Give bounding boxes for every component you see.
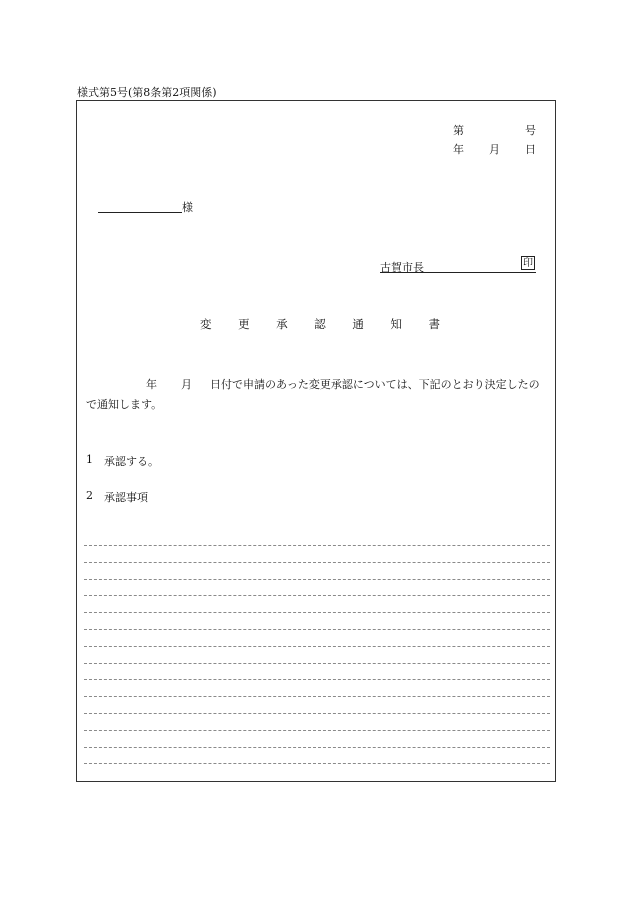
date-day: 日	[525, 143, 536, 156]
body-month: 月	[181, 378, 192, 391]
issuer-name: 古賀市長	[380, 261, 424, 274]
seal-mark: 印	[523, 258, 533, 269]
writing-line	[84, 629, 550, 630]
item-text-1: 承認する。	[104, 455, 159, 468]
title-char: 通	[352, 317, 364, 331]
writing-line	[84, 696, 550, 697]
writing-line	[84, 646, 550, 647]
number-prefix: 第	[453, 124, 464, 137]
title-char: 承	[276, 317, 288, 331]
writing-line	[84, 562, 550, 563]
writing-line	[84, 595, 550, 596]
writing-line	[84, 679, 550, 680]
writing-line	[84, 663, 550, 664]
item-number-2: 2	[86, 489, 93, 502]
body-text: 日付で申請のあった変更承認については、下記のとおり決定したので通知します。	[86, 378, 540, 411]
notice-body	[86, 375, 550, 415]
writing-line	[84, 612, 550, 613]
title-char: 認	[314, 317, 326, 331]
writing-line	[84, 579, 550, 580]
number-suffix: 号	[525, 124, 536, 137]
document-title	[200, 316, 440, 332]
writing-line	[84, 713, 550, 714]
writing-line	[84, 545, 550, 546]
writing-line	[84, 747, 550, 748]
item-text-2: 承認事項	[104, 491, 148, 504]
body-year: 年	[146, 378, 157, 391]
recipient-name-line	[98, 212, 182, 213]
item-number-1: 1	[86, 453, 93, 466]
form-number-label: 様式第5号(第8条第2項関係)	[77, 86, 217, 99]
title-char: 知	[390, 317, 402, 331]
writing-line	[84, 763, 550, 764]
issuer-name-line	[380, 272, 536, 273]
title-char: 更	[238, 317, 250, 331]
date-year: 年	[453, 143, 464, 156]
recipient-honorific: 様	[182, 201, 193, 214]
title-char: 書	[428, 317, 440, 331]
title-char: 変	[200, 317, 212, 331]
writing-line	[84, 730, 550, 731]
date-month: 月	[489, 143, 500, 156]
